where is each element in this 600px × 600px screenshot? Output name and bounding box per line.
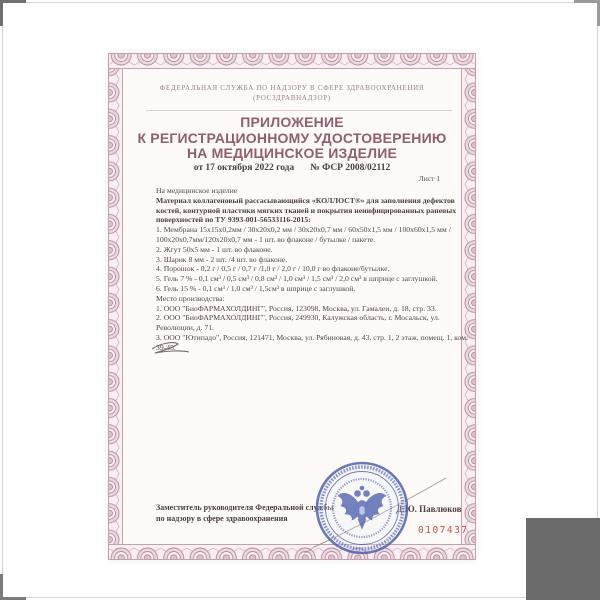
production-site: 1. ООО "БиоФАРМАХОЛДИНГ", Россия, 123098, Москва, ул. Гамалеи, д. 18, стр. 33. (156, 303, 437, 313)
production-site: 2. ООО "БиоФАРМАХОЛДИНГ", Россия, 249930, Калужская область, г. Мосальск, ул. Революции, д. 71. (156, 313, 440, 333)
corner-mark-top-left (0, 0, 26, 3)
production-site: 3. ООО "Ютипадо", Россия, 121471, Москва, ул. Рябиновая, д. 43, стр. 1, 2 этаж, помещ. 1, ком. 39-45. (156, 332, 468, 352)
appendix-title-line-3: НА МЕДИЦИНСКОЕ ИЗДЕЛИЕ (186, 145, 398, 161)
appendix-title-line-1: ПРИЛОЖЕНИЕ (240, 114, 344, 130)
issue-date: от 17 октября 2022 года (193, 163, 295, 173)
product-item: 1. Мембрана 15х15х0,2мм / 30х20х0,2 мм / 30х20х0,7 мм / 60х50х1,5 мм / 100х60х1,5 мм / 100х20х0,7мм/120х20х0,7 мм - 1 шт. во флаконе / бутылке / пакете. (156, 225, 451, 244)
device-label: На медицинское изделие (156, 186, 238, 195)
dark-corner-patch (526, 518, 600, 600)
signer-title (156, 503, 346, 524)
product-item: 5. Гель 7 % - 0,1 см³ / 0,5 см³ / 0,8 см³ / 1,0 см³ / 1,5 см³ / 2,0 см³ в шприце с заглушкой. (156, 274, 438, 284)
certificate-document (108, 53, 476, 560)
registration-number: № ФСР 2008/02112 (310, 163, 391, 173)
agency-header (128, 84, 456, 103)
guilloche-border-left (108, 53, 123, 560)
agency-name: ФЕДЕРАЛЬНАЯ СЛУЖБА ПО НАДЗОРУ В СФЕРЕ ЗДРАВООХРАНЕНИЯ (159, 84, 425, 92)
product-item: 4. Порошок - 0,2 г / 0,5 г / 0,7 г /1,0 г / 2,0 г / 10,0 г во флаконе/бутылке. (156, 264, 390, 274)
header-divider (146, 110, 452, 111)
corner-mark-top-left (0, 0, 3, 26)
sheet-number: Лист 1 (418, 174, 440, 183)
signer-title-line-1: Заместитель руководителя Федеральной службы (156, 503, 334, 512)
production-sites-label: Место производства: (156, 293, 225, 303)
issue-meta (124, 163, 460, 173)
guilloche-border-top (108, 53, 476, 69)
product-item: 6. Гель 15 % - 0,1 см³ / 1,0 см³ / 1,5см³ в шприце с заглушкой. (156, 283, 356, 293)
product-item: 3. Шарик 8 мм - 2 шт. /4 шт. во флаконе. (156, 254, 288, 264)
appendix-title-line-2: К РЕГИСТРАЦИОННОМУ УДОСТОВЕРЕНИЮ (137, 129, 447, 146)
product-description: Материал коллагеновый рассасывающийся «КОЛЛОСТ®» для заполнения дефектов костей, контурной пластики мягких тканей и покрытия неинфицированных раневых поверхностей по ТУ 9393-001-56533116-2015: (156, 195, 457, 225)
agency-abbr: (РОСЗДРАВНАДЗОР) (253, 93, 331, 102)
guilloche-border-bottom (108, 544, 476, 560)
form-serial-number: 0107437 (418, 525, 469, 536)
product-item: 2. Жгут 50х5 мм - 1 шт. во флаконе. (156, 244, 273, 254)
signer-name: Д.Ю. Павлюков (396, 504, 462, 514)
signer-title-line-2: по надзору в сфере здравоохранения (156, 513, 288, 523)
corner-mark-bottom-left (0, 574, 3, 600)
device-description-block (156, 186, 469, 353)
appendix-title (124, 115, 460, 162)
